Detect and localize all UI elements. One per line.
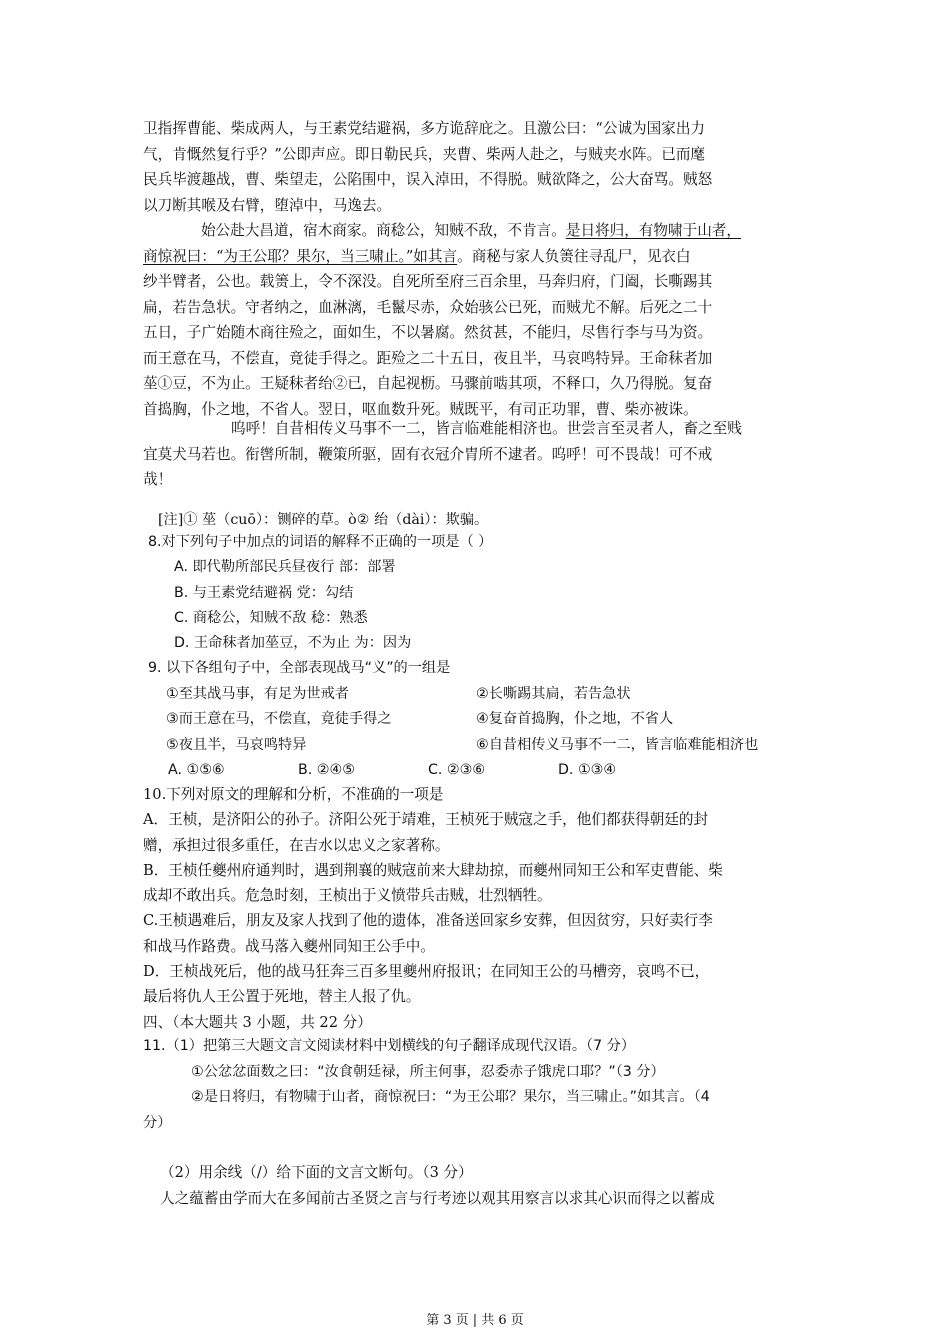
- sentence-row: [148, 707, 818, 733]
- question-9: [148, 656, 818, 784]
- passage-line: 以刀断其喉及右臂，堕淖中，马逸去。: [143, 196, 392, 214]
- passage-paragraph-3: [143, 416, 811, 493]
- question-11-part-1: [143, 1034, 815, 1136]
- question-10: [143, 782, 815, 1035]
- passage-line: 扁，若告急状。守者纳之，血淋漓，毛鬣尽赤，众始骇公已死，而贼尤不解。后死之二十: [143, 298, 713, 316]
- passage-line: 纱半臂者，公也。载箦上，令不深没。自死所至府三百余里，马奔归府，门阖，长嘶踢其: [143, 273, 713, 290]
- question-stem: 10.下列对原文的理解和分析，不准确的一项是: [143, 786, 444, 803]
- passage-paragraph-2: [143, 218, 811, 422]
- sentence-item: ①至其战马事，有足为世戒者: [166, 685, 349, 702]
- underlined-sentence: 是日将归，有物啸于山者，: [565, 222, 741, 239]
- punctuation-text: 人之蕴蓄由学而大在多闻前古圣贤之言与行考迹以观其用察言以求其心识而得之以蓄成: [160, 1189, 715, 1207]
- page-total: 共 6 页: [481, 1313, 524, 1328]
- option-text: B．王桢任夔州府通判时，遇到荆襄的贼寇前来大肆劫掠，而夔州同知王公和军吏曹能、柴: [143, 861, 723, 879]
- passage-line: [143, 244, 811, 270]
- option-b: B. 与王素党结避祸 党：勾结: [174, 584, 354, 601]
- sentence-row: [148, 682, 818, 708]
- passage-line: [143, 218, 811, 244]
- option-text: 赠，承担过很多重任，在吉水以忠义之家著称。: [143, 836, 450, 854]
- option-d: D. 王命秣者加莝豆，不为止 为：因为: [174, 635, 412, 652]
- passage-line: 宜莫犬马若也。衔辔所制，鞭策所驱，固有衣冠介胄所不逮者。呜呼！可不畏哉！可不戒: [143, 445, 713, 463]
- answer-b: B. ②④⑤: [298, 762, 355, 779]
- sentence-item: ④复奋首捣胸，仆之地，不省人: [476, 711, 674, 728]
- passage-line: 莝①豆，不为止。王疑秣者绐②已，自起视枥。马骤前啮其项，不释口，久乃得脱。复奋: [143, 375, 713, 392]
- footnote-text: [注]① 莝（cuō）：铡碎的草。ò② 绐（dài）：欺骗。: [158, 512, 489, 528]
- option-text: C.王桢遇难后，朋友及家人找到了他的遗体，准备送回家乡安葬，但因贫穷，只好卖行李: [143, 912, 713, 930]
- passage-line: 卫指挥曹能、柴成两人，与王素党结避祸，多方诡辞庇之。且激公曰：“公诚为国家出力: [143, 120, 706, 137]
- passage-line: 五日，子广始随木商往殓之，面如生，不以暑腐。然贫甚，不能归，尽售行李与马为资。: [143, 324, 713, 341]
- answer-d: D. ①③④: [558, 762, 617, 779]
- option-text: D．王桢战死后，他的战马狂奔三百多里夔州府报讯；在同知王公的马槽旁，哀鸣不已，: [143, 963, 710, 981]
- question-stem: （2）用余线（/）给下面的文言文断句。（3 分）: [160, 1164, 473, 1181]
- answer-a: A. ①⑤⑥: [168, 762, 225, 779]
- passage-line: 而王意在马，不偿直，竟徒手得之。距殓之二十五日，夜且半，马哀鸣特异。王命秣者加: [143, 349, 713, 367]
- option-text: A．王桢，是济阳公的孙子。济阳公死于靖难，王桢死于贼寇之手，他们都获得朝廷的封: [143, 811, 709, 829]
- passage-line: 民兵毕渡趣战，曹、柴望走，公陷围中，误入淖田，不得脱。贼欲降之，公大奋骂。贼怒: [143, 171, 713, 188]
- passage-line: 气，肯慨然复行乎？”公即声应。即日勒民兵，夹曹、柴两人赴之，与贼夹水阵。已而麾: [143, 145, 706, 163]
- sentence-item: ⑤夜且半，马哀鸣特异: [166, 736, 307, 753]
- answer-choices: [148, 758, 818, 784]
- question-stem: 11.（1）把第三大题文言文阅读材料中划横线的句子翻译成现代汉语。（7 分）: [143, 1038, 636, 1054]
- passage-text: 始公赴大昌道，宿木商家。商稔公，知贼不敌，不肯言。: [201, 222, 566, 239]
- option-text: 成却不敢出兵。危急时刻，王桢出于义愤带兵击贼，壮烈牺牲。: [143, 887, 552, 905]
- translation-sentence-1: ①公忿忿面数之曰：“汝食朝廷禄，所主何事，忍委赤子饿虎口耶？”（3 分）: [191, 1063, 665, 1080]
- question-8: [148, 530, 492, 656]
- option-text: 和战马作路费。战马落入夔州同知王公手中。: [143, 937, 435, 955]
- passage-line: 哉！: [143, 471, 173, 488]
- passage-line: 首捣胸，仆之地，不省人。翌日，呕血数升死。贼既平，有司正功罪，曹、柴亦被诛。: [143, 400, 698, 418]
- question-stem: 9. 以下各组句子中，全部表现战马“义”的一组是: [148, 660, 451, 676]
- sentence-item: ②长嘶踢其扃，若告急状: [476, 685, 631, 702]
- question-stem: 8.对下列句子中加点的词语的解释不正确的一项是（ ）: [148, 534, 493, 550]
- underlined-sentence: 商惊祝曰：“为王公耶？果尔，当三啸止。”如其言: [143, 247, 458, 265]
- passage-paragraph-1: [143, 116, 811, 218]
- option-text: 最后将仇人王公置于死地，替主人报了仇。: [143, 988, 421, 1006]
- sentence-item: ⑥自昔相传义马事不一二，皆言临难能相济也: [476, 736, 759, 753]
- sentence-item: ③而王意在马，不偿直，竟徒手得之: [166, 711, 392, 728]
- passage-text: 。商秘与家人负箦往寻乱尸，见衣白: [457, 247, 691, 265]
- section-header: 四、（本大题共 3 小题，共 22 分）: [143, 1013, 372, 1031]
- answer-c: C. ②③⑥: [428, 762, 486, 779]
- page-footer: [0, 1309, 950, 1328]
- question-11-part-2: [160, 1160, 820, 1211]
- translation-sentence-2-tail: 分）: [143, 1114, 172, 1131]
- page-number: 第 3 页: [426, 1313, 469, 1328]
- passage-line: 呜呼！自昔相传义马事不一二，皆言临难能相济也。世尝言至灵者人，畜之至贱: [231, 420, 742, 437]
- option-a: A. 即代勒所部民兵昼夜行 部：部署: [174, 559, 396, 576]
- translation-sentence-2: ②是日将归，有物啸于山者，商惊祝曰：“为王公耶？果尔，当三啸止。”如其言。（4: [191, 1089, 710, 1106]
- footer-separator: |: [472, 1313, 478, 1328]
- option-c: C. 商稔公，知贼不敌 稔：熟悉: [174, 609, 368, 626]
- sentence-row: [148, 733, 818, 759]
